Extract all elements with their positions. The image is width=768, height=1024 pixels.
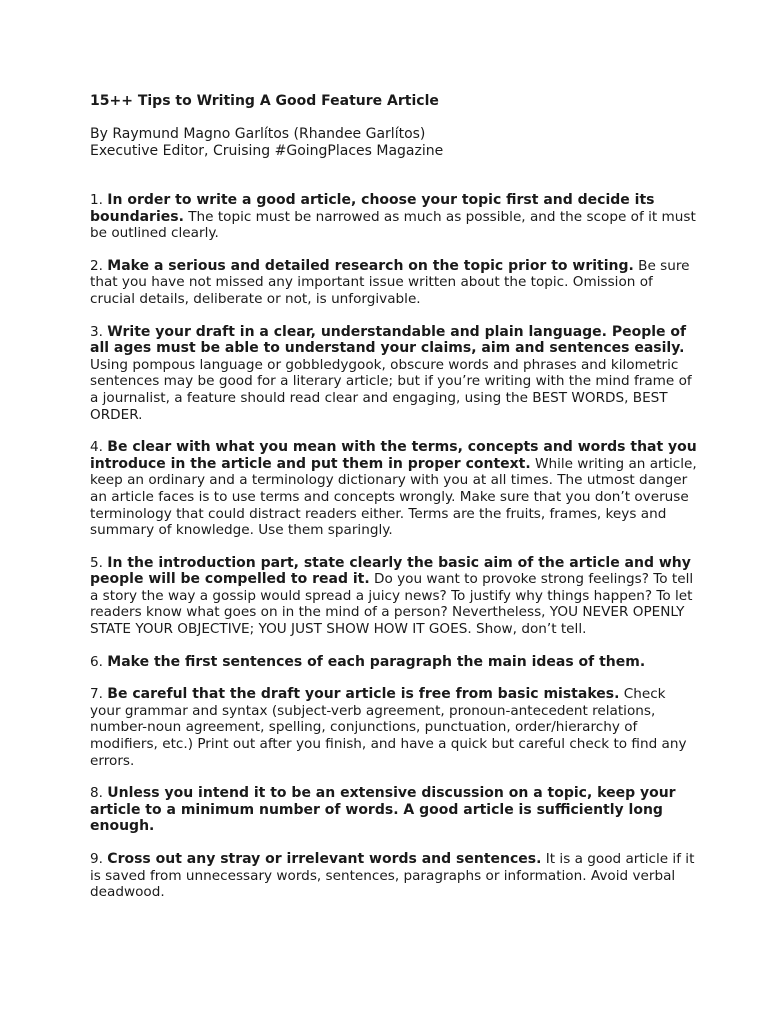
tip-heading: Write your draft in a clear, understandable and plain language. People of all ages must be able to understand your claims, aim and sentences easily. [90,323,687,357]
tip-heading: In order to write a good article, choose your topic first and decide its boundaries. [90,192,655,225]
tip-heading: In the introduction part, state clearly the basic aim of the article and why people will be compelled to read it. [90,554,691,588]
tip-body: Using pompous language or gobbledygook, obscure words and phrases and kilometric sentences may be good for a literary article; but if you’re writing with the mind frame of a journalist, a feature should read clear and engaging, using the BEST WORDS, BEST ORDER. [90,356,692,423]
tip-number: 8. [90,785,108,802]
tip-number: 5. [90,554,108,571]
tips-list [90,192,698,901]
tip-item [90,439,698,539]
tip-number: 7. [90,686,108,703]
byline [90,126,698,160]
tip-item [90,686,698,769]
tip-item [90,654,698,671]
tip-number: 1. [90,192,108,208]
tip-heading: Cross out any stray or irrelevant words and sentences. [107,851,542,867]
tip-heading: Unless you intend it to be an extensive discussion on a topic, keep your article to a minimum number of words. A good article is sufficiently long enough. [90,785,676,835]
tip-item [90,851,698,901]
tip-number: 6. [90,653,108,670]
document-title: 15++ Tips to Writing A Good Feature Article [90,93,439,109]
tip-body: Do you want to provoke strong feelings? To tell a story the way a gossip would spread a juicy news? To justify why things happen? To let readers know what goes on in the mind of a person? Nevertheless, YOU NEVER OPENLY STATE YOUR OBJECTIVE; YOU JUST SHOW HOW IT GOES. Show, don’t tell. [90,571,694,638]
author-line: By Raymund Magno Garlítos (Rhandee Garlítos) [90,126,426,142]
tip-item [90,324,698,424]
tip-heading: Be clear with what you mean with the terms, concepts and words that you introduce in the article and put them in proper context. [90,439,697,472]
tip-item [90,555,698,638]
tip-body: While writing an article, keep an ordinary and a terminology dictionary with you at all times. The utmost danger an article faces is to use terms and concepts wrongly. Make sure that you don’t overuse terminology that could distract readers either. Terms are the fruits, frames, keys and summary of knowledge. Use them sparingly. [90,455,697,539]
tip-body: Check your grammar and syntax (subject-verb agreement, pronoun-antecedent relations, number-noun agreement, spelling, conjunctions, punctuation, order/hierarchy of modifiers, etc.) Print out after you finish, and have a quick but careful check to find any errors. [90,686,687,769]
tip-number: 9. [90,851,108,867]
tip-body: Be sure that you have not missed any important issue written about the topic. Omission of crucial details, deliberate or not, is unforgivable. [90,257,690,307]
tip-body: It is a good article if it is saved from unnecessary words, sentences, paragraphs or information. Avoid verbal deadwood. [90,851,695,901]
tip-number: 2. [90,257,108,274]
tip-number: 4. [90,439,108,456]
tip-body: The topic must be narrowed as much as possible, and the scope of it must be outlined clearly. [90,208,696,242]
tip-item [90,258,698,308]
tip-item [90,192,698,242]
tip-heading: Make a serious and detailed research on the topic prior to writing. [107,257,634,274]
role-line: Executive Editor, Cruising #GoingPlaces Magazine [90,143,444,159]
tip-number: 3. [90,323,108,340]
tip-heading: Make the first sentences of each paragraph the main ideas of them. [107,653,646,670]
tip-heading: Be careful that the draft your article is free from basic mistakes. [107,686,620,703]
tip-item [90,785,698,835]
